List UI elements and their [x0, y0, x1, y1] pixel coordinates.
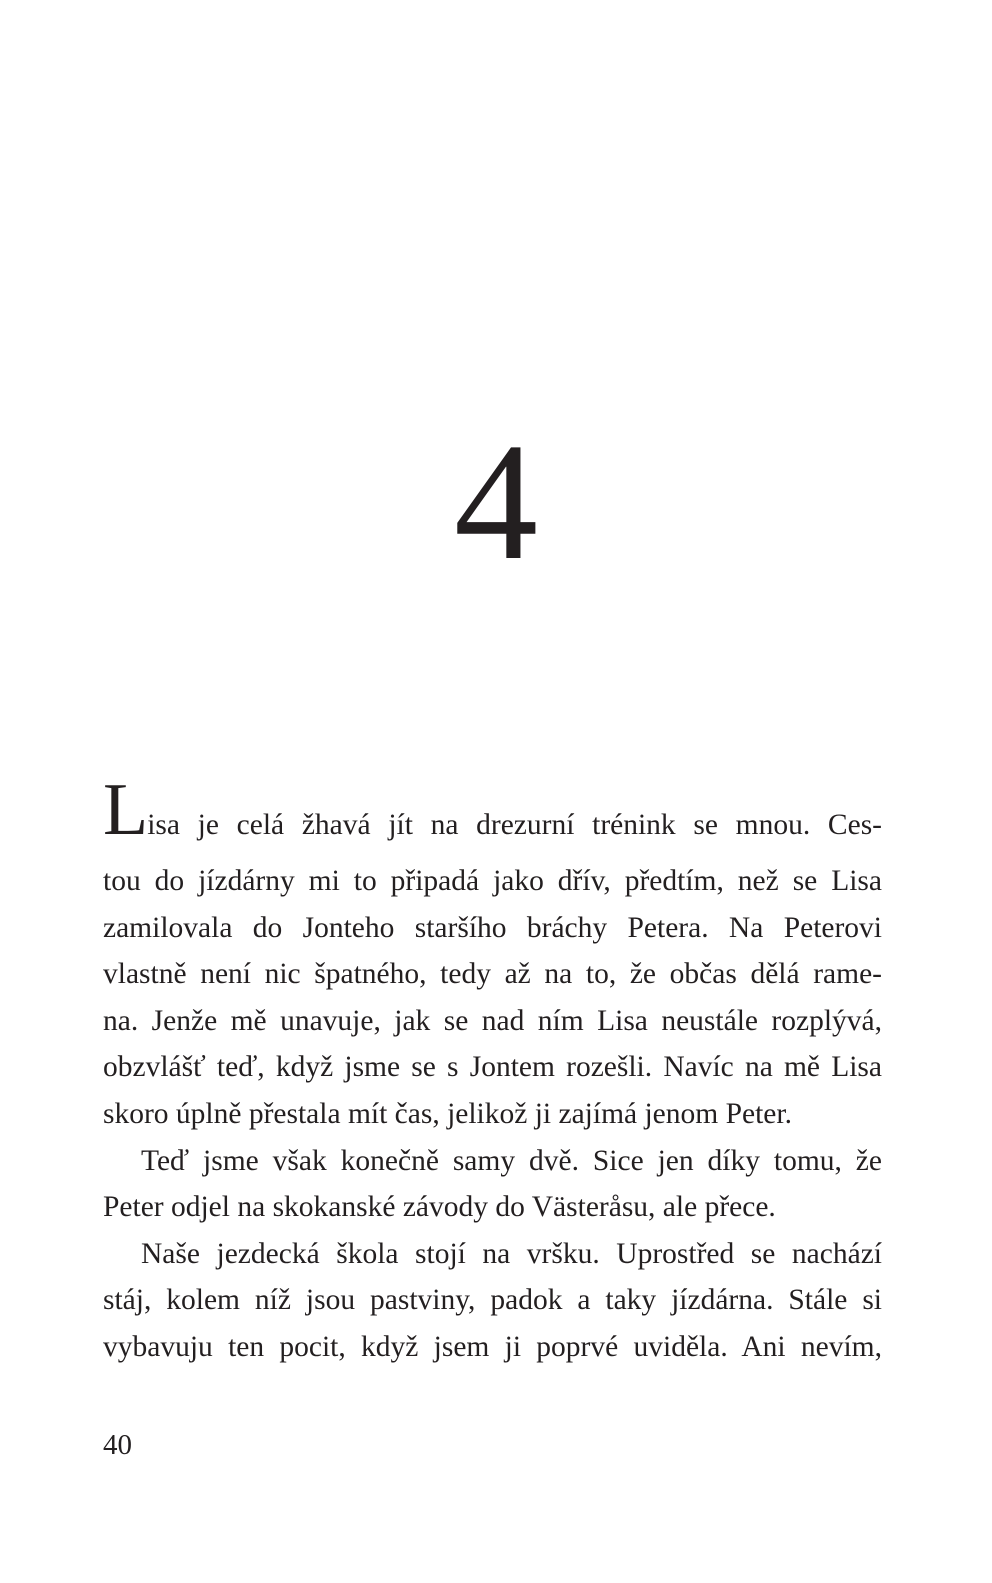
text-line: Naše jezdecká škola stojí na vršku. Uprostřed se nachází [141, 1237, 882, 1270]
chapter-number: 4 [454, 409, 538, 595]
text-line: Teď jsme však konečně samy dvě. Sice jen díky tomu, že [141, 1144, 882, 1177]
text-line: tou do jízdárny mi to připadá jako dřív, předtím, než se Lisa [103, 865, 882, 897]
text-line: na. Jenže mě unavuje, jak se nad ním Lisa neustále rozplývá, [103, 1004, 882, 1037]
text-line: vybavuju ten pocit, když jsem ji poprvé uviděla. Ani nevím, [103, 1330, 882, 1363]
text-line: Lisa je celá žhavá jít na drezurní trénink se mnou. Ces- [103, 769, 882, 851]
text-line: skoro úplně přestala mít čas, jelikož ji zajímá jenom Peter. [103, 1097, 792, 1130]
text-line: zamilovala do Jonteho staršího bráchy Petera. Na Peterovi [103, 911, 882, 944]
text-line: Peter odjel na skokanské závody do Västeråsu, ale přece. [103, 1191, 776, 1224]
text-line: obzvlášť teď, když jsme se s Jontem rozešli. Navíc na mě Lisa [103, 1051, 882, 1084]
text-line: stáj, kolem níž jsou pastviny, padok a taky jízdárna. Stále si [103, 1284, 882, 1317]
page-number: 40 [103, 1429, 132, 1461]
drop-cap: L [103, 769, 147, 851]
text-line: vlastně není nic špatného, tedy až na to, že občas dělá rame- [103, 958, 882, 991]
body-text [103, 769, 882, 1371]
